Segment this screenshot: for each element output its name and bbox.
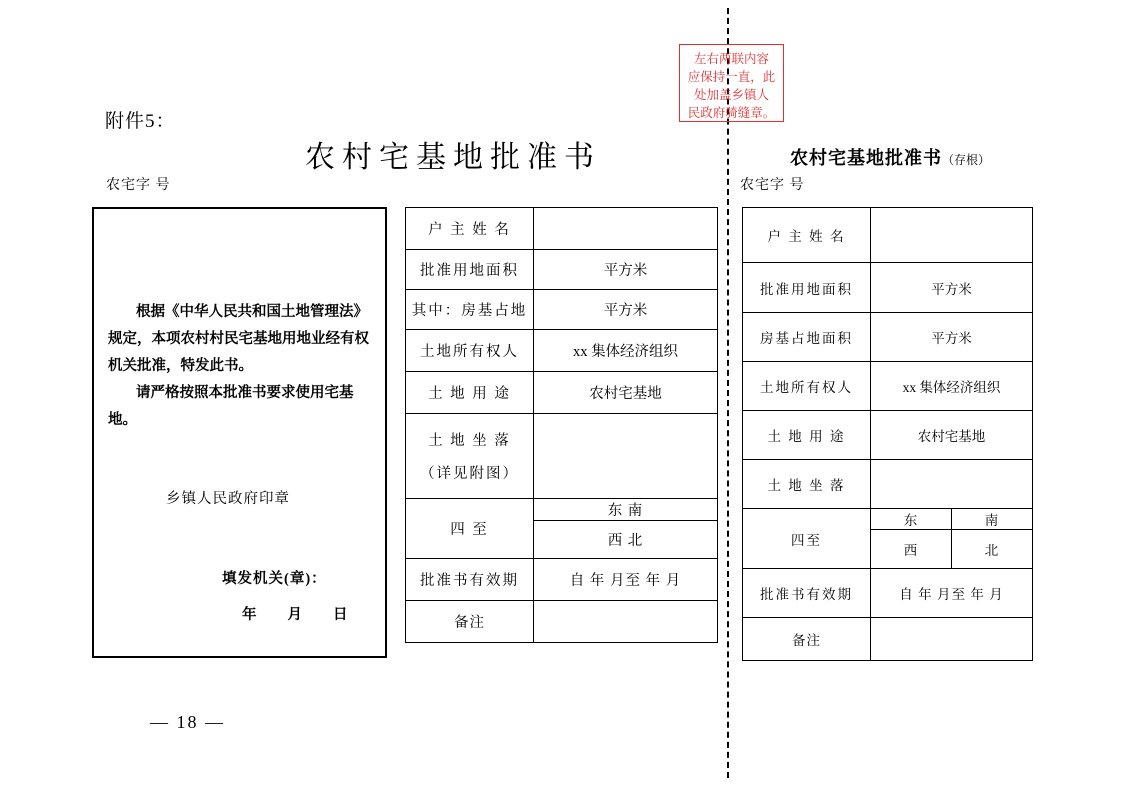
table-row [743,411,1033,460]
cell-value-remarks[interactable] [534,601,718,643]
code-label-left: 农宅字 号 [106,178,171,193]
declaration-box [92,207,387,658]
stub-approval-table [742,207,1033,661]
table-row [743,460,1033,509]
cell-label-validity: 批准书有效期 [406,559,534,601]
table-row [743,263,1033,313]
cell-label-land-use: 土 地 用 途 [406,372,534,414]
table-row [406,372,718,414]
stub-cell-value-house-base-area[interactable]: 平方米 [871,313,1033,362]
stub-cell-label-land-owner: 土地所有权人 [743,362,871,411]
table-row [406,499,718,521]
cell-label-land-location [406,414,534,499]
table-row [406,330,718,372]
stub-cell-label-land-use: 土 地 用 途 [743,411,871,460]
stub-title-text: 农村宅基地批准书 [790,148,942,168]
stub-cell-value-land-use[interactable]: 农村宅基地 [871,411,1033,460]
cell-value-boundary-east-south[interactable]: 东 南 [534,499,718,521]
main-approval-table [405,207,718,643]
table-row [743,569,1033,618]
table-row [406,208,718,250]
government-seal-text: 乡镇人民政府印章 [166,491,290,507]
cell-label-remarks: 备注 [406,601,534,643]
table-row [406,601,718,643]
stub-cell-value-boundary-south[interactable]: 南 [952,509,1033,530]
cell-value-house-base-area[interactable]: 平方米 [534,290,718,330]
stamp-instruction-note [679,44,784,122]
stub-cell-label-house-base-area: 房基占地面积 [743,313,871,362]
cell-value-land-location[interactable] [534,414,718,499]
issuing-authority-label: 填发机关(章)： [222,571,327,587]
page-title: 农村宅基地批准书 [305,141,601,174]
table-row [406,290,718,330]
cell-label-owner-name: 户 主 姓 名 [406,208,534,250]
table-row [406,559,718,601]
stub-title [790,144,990,170]
stub-cell-label-owner-name: 户 主 姓 名 [743,208,871,263]
stub-cell-value-boundary-east[interactable]: 东 [871,509,952,530]
table-row [406,414,718,499]
cell-label-house-base-area: 其中：房基占地 [406,290,534,330]
cell-value-approved-area[interactable]: 平方米 [534,250,718,290]
cell-label-land-owner: 土地所有权人 [406,330,534,372]
perforation-divider [727,8,729,778]
date-year-label: 年 [242,607,258,623]
cell-value-boundary-west-north[interactable]: 西 北 [534,521,718,559]
land-location-label-line2: （详见附图） [420,466,519,482]
attachment-label: 附件5： [105,111,176,132]
stub-cell-value-approved-area[interactable]: 平方米 [871,263,1033,313]
stub-cell-value-remarks[interactable] [871,618,1033,661]
date-month-label: 月 [287,607,303,623]
cell-label-boundaries: 四 至 [406,499,534,559]
stub-cell-value-boundary-north[interactable]: 北 [952,530,1033,569]
table-row [743,208,1033,263]
date-day-label: 日 [333,607,349,623]
stub-cell-value-land-owner[interactable]: xx 集体经济组织 [871,362,1033,411]
stamp-note-line-1: 左右两联内容 [693,52,769,66]
stub-cell-value-land-location[interactable] [871,460,1033,509]
cell-value-land-owner[interactable]: xx 集体经济组织 [534,330,718,372]
land-location-label-line1: 土 地 坐 落 [428,433,511,449]
stub-cell-label-remarks: 备注 [743,618,871,661]
stub-cell-label-approved-area: 批准用地面积 [743,263,871,313]
page-number: — 18 — [150,712,225,732]
stub-cell-value-owner-name[interactable] [871,208,1033,263]
table-row [743,313,1033,362]
table-row [743,618,1033,661]
stub-cell-label-validity: 批准书有效期 [743,569,871,618]
stamp-note-line-4: 民政府骑缝章。 [687,106,776,120]
cell-value-owner-name[interactable] [534,208,718,250]
declaration-paragraph-1: 根据《中华人民共和国土地管理法》规定，本项农村村民宅基地用地业经有权机关批准，特发此书。 [108,304,369,374]
code-label-right: 农宅字 号 [740,178,805,193]
table-row [406,250,718,290]
stub-cell-value-validity[interactable]: 自 年 月至 年 月 [871,569,1033,618]
table-row [743,509,1033,530]
table-row [743,362,1033,411]
cell-label-approved-area: 批准用地面积 [406,250,534,290]
declaration-paragraph-2: 请严格按照本批准书要求使用宅基地。 [108,385,354,428]
cell-value-land-use[interactable]: 农村宅基地 [534,372,718,414]
cell-value-validity[interactable]: 自 年 月至 年 月 [534,559,718,601]
issue-date-line [242,602,379,629]
stub-cell-label-land-location: 土 地 坐 落 [743,460,871,509]
stamp-note-line-3: 处加盖乡镇人 [693,88,769,102]
stub-cell-label-boundaries: 四至 [743,509,871,569]
stub-title-suffix: （存根） [942,153,991,167]
stamp-note-line-2: 应保持一直，此 [687,70,776,84]
stub-cell-value-boundary-west[interactable]: 西 [871,530,952,569]
